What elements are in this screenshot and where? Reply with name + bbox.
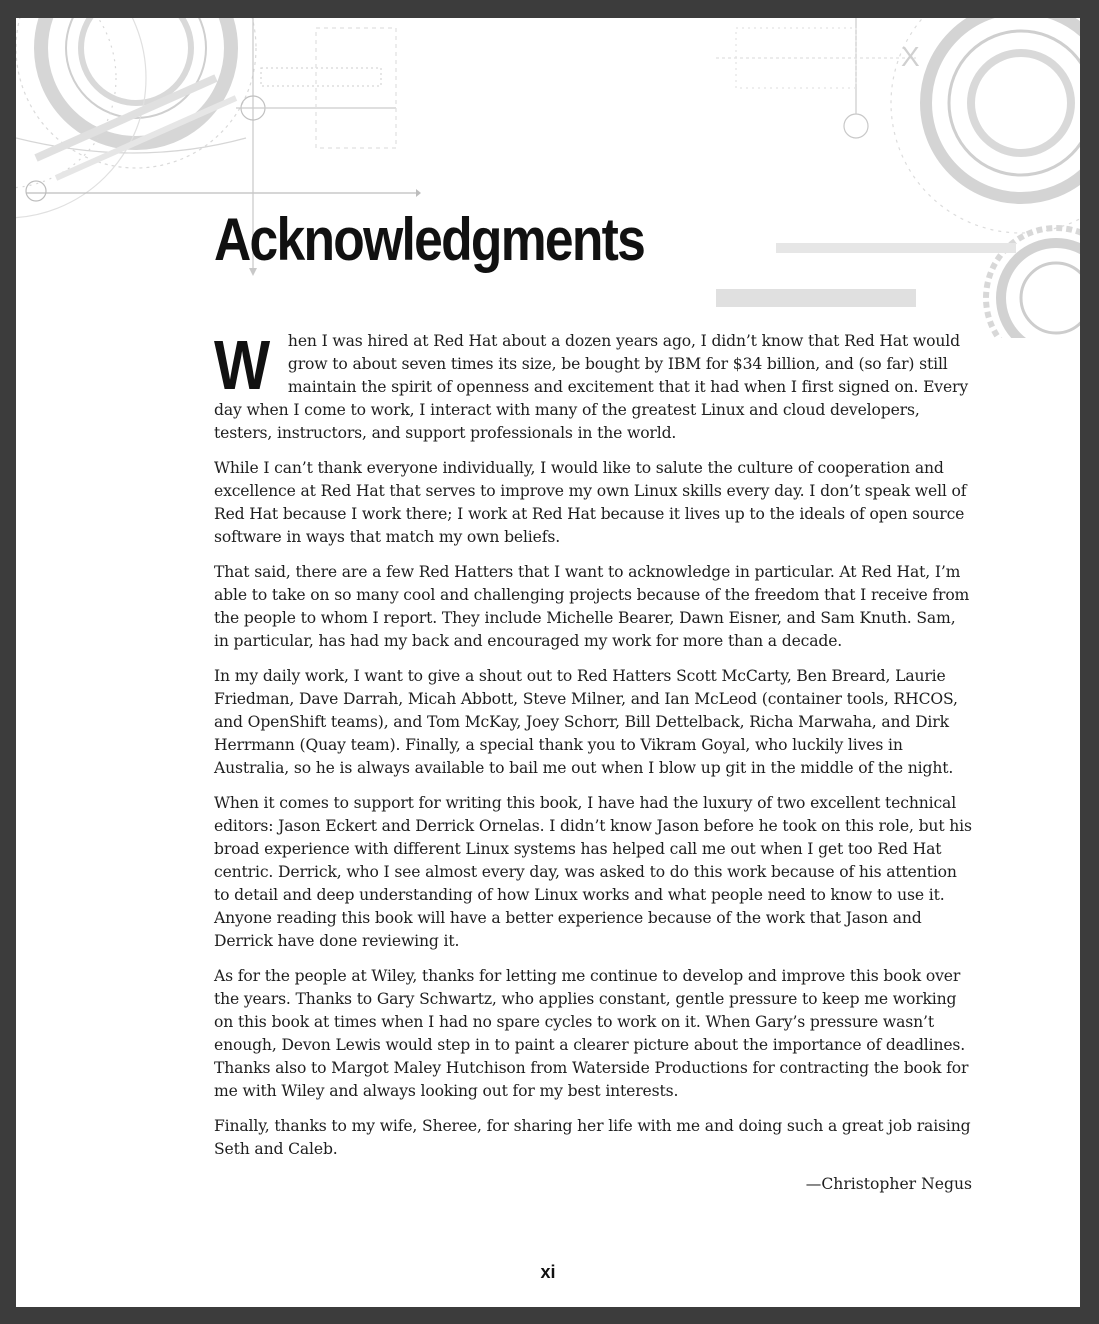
paragraph-1 bbox=[214, 326, 972, 445]
paragraph-5: When it comes to support for writing this book, I have had the luxury of two excellent technical editors: Jason Eckert and Derrick Ornelas. I didn’t know Jason before he took on this role, but his broad experience with different Linux systems has helped call me out when I get too Red Hat centric. Derrick, who I see almost every day, was asked to do this work because of his attention to detail and deep understanding of how Linux works and what people need to know to use it. Anyone reading this book will have a better experience because of the work that Jason and Derrick have done reviewing it. bbox=[214, 794, 972, 950]
book-page bbox=[16, 18, 1080, 1307]
svg-text:X: X bbox=[901, 41, 920, 72]
paragraph-4: In my daily work, I want to give a shout out to Red Hatters Scott McCarty, Ben Breard, Laurie Friedman, Dave Darrah, Micah Abbott, Steve Milner, and Ian McLeod (container tools, RHCOS, and OpenShift teams), and Tom McKay, Joey Schorr, Bill Dettelback, Richa Marwaha, and Dirk Herrmann (Quay team). Finally, a special thank you to Vikram Goyal, who luckily lives in Australia, so he is always available to bail me out when I blow up git in the middle of the night. bbox=[214, 667, 958, 777]
acknowledgments-body bbox=[214, 326, 972, 1196]
paragraph-3: That said, there are a few Red Hatters that I want to acknowledge in particular. At Red Hat, I’m able to take on so many cool and challenging projects because of the freedom that I receive from the people to whom I report. They include Michelle Bearer, Dawn Eisner, and Sam Knuth. Sam, in particular, has had my back and encouraged my work for more than a decade. bbox=[214, 563, 970, 650]
paragraph-6: As for the people at Wiley, thanks for letting me continue to develop and improve this book over the years. Thanks to Gary Schwartz, who applies constant, gentle pressure to keep me working on this book at times when I had no spare cycles to work on it. When Gary’s pressure wasn’t enough, Devon Lewis would step in to paint a clearer picture about the importance of deadlines. Thanks also to Margot Maley Hutchison from Waterside Productions for contracting the book for me with Wiley and always looking out for my best interests. bbox=[214, 967, 969, 1100]
technical-gears-background bbox=[16, 18, 1080, 338]
drop-cap: W bbox=[214, 326, 271, 404]
paragraph-7: Finally, thanks to my wife, Sheree, for sharing her life with me and doing such a great job raising Seth and Caleb. bbox=[214, 1117, 971, 1158]
author-signature: —Christopher Negus bbox=[805, 1175, 972, 1193]
page-number: xi bbox=[540, 1262, 556, 1282]
paragraph-2: While I can’t thank everyone individually, I would like to salute the culture of cooperation and excellence at Red Hat that serves to improve my own Linux skills every day. I don’t speak well of Red Hat because I work there; I work at Red Hat because it lives up to the ideals of open source software in ways that match my own beliefs. bbox=[214, 459, 967, 546]
paragraph-1-text: hen I was hired at Red Hat about a dozen years ago, I didn’t know that Red Hat would grow to about seven times its size, be bought by IBM for $34 billion, and (so far) still maintain the spirit of openness and excitement that it had when I first signed on. Every day when I come to work, I interact with many of the greatest Linux and cloud developers, testers, instructors, and support professionals in the world. bbox=[214, 332, 969, 442]
page-title: Acknowledgments bbox=[214, 206, 645, 273]
